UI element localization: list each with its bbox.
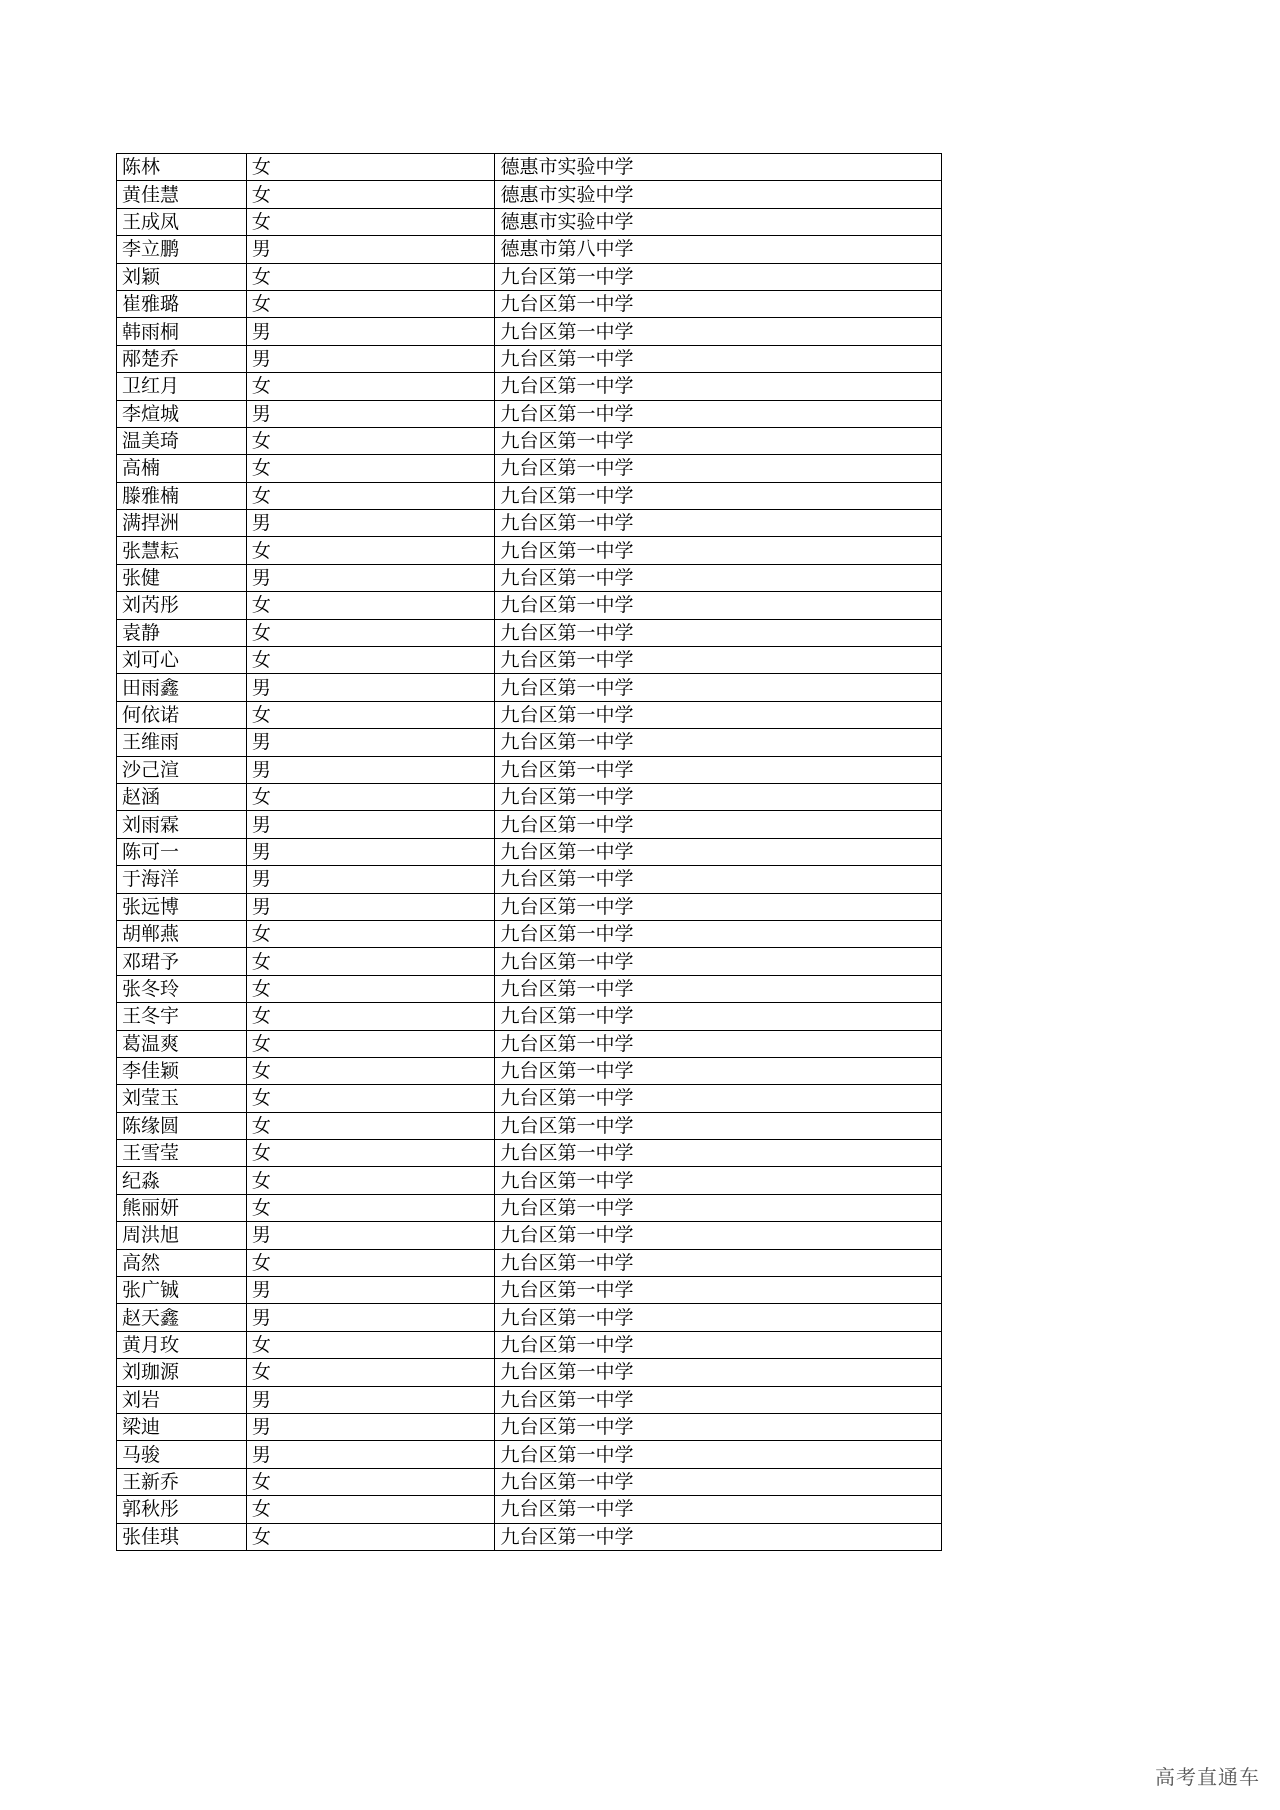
table-row [117, 811, 942, 838]
name-cell: 王维雨 [117, 729, 247, 756]
school-cell: 九台区第一中学 [495, 1413, 942, 1440]
table-row [117, 1140, 942, 1167]
gender-cell: 男 [246, 1277, 495, 1304]
name-cell: 张佳琪 [117, 1523, 247, 1550]
name-cell: 李佳颖 [117, 1057, 247, 1084]
name-cell: 刘颖 [117, 263, 247, 290]
name-cell: 刘可心 [117, 647, 247, 674]
gender-cell: 女 [246, 1057, 495, 1084]
school-cell: 九台区第一中学 [495, 455, 942, 482]
gender-cell: 女 [246, 290, 495, 317]
name-cell: 王成凤 [117, 208, 247, 235]
gender-cell: 女 [246, 1085, 495, 1112]
name-cell: 李煊城 [117, 400, 247, 427]
school-cell: 九台区第一中学 [495, 1112, 942, 1139]
table-row [117, 1003, 942, 1030]
gender-cell: 女 [246, 1140, 495, 1167]
table-row [117, 1468, 942, 1495]
table-row [117, 1222, 942, 1249]
table-row [117, 1304, 942, 1331]
school-cell: 九台区第一中学 [495, 1277, 942, 1304]
school-cell: 九台区第一中学 [495, 592, 942, 619]
name-cell: 于海洋 [117, 866, 247, 893]
table-row [117, 619, 942, 646]
gender-cell: 女 [246, 208, 495, 235]
school-cell: 九台区第一中学 [495, 318, 942, 345]
school-cell: 九台区第一中学 [495, 564, 942, 591]
name-cell: 黄月玫 [117, 1331, 247, 1358]
table-row [117, 263, 942, 290]
table-row [117, 647, 942, 674]
school-cell: 德惠市实验中学 [495, 181, 942, 208]
school-cell: 九台区第一中学 [495, 866, 942, 893]
table-row [117, 729, 942, 756]
school-cell: 九台区第一中学 [495, 647, 942, 674]
school-cell: 九台区第一中学 [495, 756, 942, 783]
school-cell: 九台区第一中学 [495, 1468, 942, 1495]
table-row [117, 400, 942, 427]
name-cell: 黄佳慧 [117, 181, 247, 208]
table-row [117, 154, 942, 181]
name-cell: 王冬宇 [117, 1003, 247, 1030]
table-row [117, 373, 942, 400]
name-cell: 刘莹玉 [117, 1085, 247, 1112]
name-cell: 高楠 [117, 455, 247, 482]
table-row [117, 1359, 942, 1386]
school-cell: 九台区第一中学 [495, 1441, 942, 1468]
school-cell: 德惠市第八中学 [495, 236, 942, 263]
name-cell: 刘岩 [117, 1386, 247, 1413]
gender-cell: 女 [246, 1167, 495, 1194]
watermark-text: 高考直通车 [1155, 1765, 1260, 1789]
gender-cell: 女 [246, 619, 495, 646]
gender-cell: 女 [246, 948, 495, 975]
table-row [117, 345, 942, 372]
gender-cell: 男 [246, 1222, 495, 1249]
gender-cell: 男 [246, 756, 495, 783]
name-cell: 刘雨霖 [117, 811, 247, 838]
table-row [117, 756, 942, 783]
table-row [117, 1194, 942, 1221]
table-row [117, 510, 942, 537]
gender-cell: 男 [246, 866, 495, 893]
gender-cell: 男 [246, 729, 495, 756]
school-cell: 九台区第一中学 [495, 1359, 942, 1386]
gender-cell: 女 [246, 1249, 495, 1276]
gender-cell: 女 [246, 1523, 495, 1550]
gender-cell: 男 [246, 510, 495, 537]
table-row [117, 236, 942, 263]
school-cell: 九台区第一中学 [495, 729, 942, 756]
name-cell: 何依诺 [117, 701, 247, 728]
gender-cell: 女 [246, 427, 495, 454]
school-cell: 九台区第一中学 [495, 619, 942, 646]
name-cell: 高然 [117, 1249, 247, 1276]
name-cell: 王新乔 [117, 1468, 247, 1495]
school-cell: 九台区第一中学 [495, 400, 942, 427]
name-cell: 胡郸燕 [117, 920, 247, 947]
student-table [116, 153, 942, 1551]
school-cell: 九台区第一中学 [495, 838, 942, 865]
table-row [117, 427, 942, 454]
name-cell: 陈林 [117, 154, 247, 181]
school-cell: 九台区第一中学 [495, 674, 942, 701]
school-cell: 九台区第一中学 [495, 1523, 942, 1550]
gender-cell: 男 [246, 236, 495, 263]
table-row [117, 1030, 942, 1057]
gender-cell: 男 [246, 674, 495, 701]
table-row [117, 208, 942, 235]
table-row [117, 866, 942, 893]
name-cell: 张慧耘 [117, 537, 247, 564]
name-cell: 陈可一 [117, 838, 247, 865]
gender-cell: 男 [246, 1386, 495, 1413]
school-cell: 九台区第一中学 [495, 1085, 942, 1112]
name-cell: 纪淼 [117, 1167, 247, 1194]
table-row [117, 1523, 942, 1550]
name-cell: 刘芮彤 [117, 592, 247, 619]
table-row [117, 1167, 942, 1194]
gender-cell: 女 [246, 154, 495, 181]
table-row [117, 783, 942, 810]
gender-cell: 男 [246, 893, 495, 920]
school-cell: 九台区第一中学 [495, 1222, 942, 1249]
gender-cell: 女 [246, 1496, 495, 1523]
gender-cell: 男 [246, 838, 495, 865]
gender-cell: 女 [246, 537, 495, 564]
table-row [117, 564, 942, 591]
gender-cell: 女 [246, 1194, 495, 1221]
table-row [117, 1441, 942, 1468]
gender-cell: 女 [246, 455, 495, 482]
school-cell: 九台区第一中学 [495, 920, 942, 947]
table-body [117, 154, 942, 1551]
name-cell: 田雨鑫 [117, 674, 247, 701]
gender-cell: 男 [246, 1441, 495, 1468]
school-cell: 九台区第一中学 [495, 1386, 942, 1413]
table-row [117, 181, 942, 208]
table-row [117, 1413, 942, 1440]
gender-cell: 女 [246, 647, 495, 674]
gender-cell: 男 [246, 318, 495, 345]
table-row [117, 838, 942, 865]
gender-cell: 女 [246, 975, 495, 1002]
school-cell: 九台区第一中学 [495, 701, 942, 728]
name-cell: 沙己渲 [117, 756, 247, 783]
gender-cell: 女 [246, 263, 495, 290]
name-cell: 袁静 [117, 619, 247, 646]
table-row [117, 948, 942, 975]
name-cell: 周洪旭 [117, 1222, 247, 1249]
name-cell: 刘珈源 [117, 1359, 247, 1386]
table-row [117, 1496, 942, 1523]
gender-cell: 女 [246, 1359, 495, 1386]
school-cell: 德惠市实验中学 [495, 154, 942, 181]
school-cell: 九台区第一中学 [495, 1003, 942, 1030]
name-cell: 卫红月 [117, 373, 247, 400]
school-cell: 九台区第一中学 [495, 1304, 942, 1331]
school-cell: 九台区第一中学 [495, 1030, 942, 1057]
school-cell: 九台区第一中学 [495, 975, 942, 1002]
gender-cell: 男 [246, 1413, 495, 1440]
school-cell: 九台区第一中学 [495, 373, 942, 400]
name-cell: 赵天鑫 [117, 1304, 247, 1331]
table-row [117, 482, 942, 509]
gender-cell: 女 [246, 1468, 495, 1495]
table-row [117, 290, 942, 317]
school-cell: 九台区第一中学 [495, 1167, 942, 1194]
table-row [117, 318, 942, 345]
gender-cell: 女 [246, 920, 495, 947]
name-cell: 邓珺予 [117, 948, 247, 975]
school-cell: 九台区第一中学 [495, 263, 942, 290]
table-row [117, 920, 942, 947]
school-cell: 九台区第一中学 [495, 893, 942, 920]
name-cell: 赵涵 [117, 783, 247, 810]
name-cell: 熊丽妍 [117, 1194, 247, 1221]
table-row [117, 592, 942, 619]
name-cell: 葛温爽 [117, 1030, 247, 1057]
gender-cell: 女 [246, 701, 495, 728]
table-row [117, 975, 942, 1002]
table-row [117, 455, 942, 482]
school-cell: 九台区第一中学 [495, 1496, 942, 1523]
table-row [117, 1331, 942, 1358]
gender-cell: 女 [246, 783, 495, 810]
name-cell: 温美琦 [117, 427, 247, 454]
school-cell: 德惠市实验中学 [495, 208, 942, 235]
table-row [117, 893, 942, 920]
table-row [117, 674, 942, 701]
name-cell: 张冬玲 [117, 975, 247, 1002]
gender-cell: 女 [246, 592, 495, 619]
name-cell: 张广铖 [117, 1277, 247, 1304]
name-cell: 王雪莹 [117, 1140, 247, 1167]
table-row [117, 1085, 942, 1112]
school-cell: 九台区第一中学 [495, 1331, 942, 1358]
school-cell: 九台区第一中学 [495, 811, 942, 838]
table-row [117, 1277, 942, 1304]
table-row [117, 701, 942, 728]
school-cell: 九台区第一中学 [495, 510, 942, 537]
gender-cell: 女 [246, 1331, 495, 1358]
gender-cell: 男 [246, 400, 495, 427]
gender-cell: 女 [246, 1003, 495, 1030]
gender-cell: 男 [246, 811, 495, 838]
school-cell: 九台区第一中学 [495, 1140, 942, 1167]
gender-cell: 男 [246, 564, 495, 591]
school-cell: 九台区第一中学 [495, 345, 942, 372]
school-cell: 九台区第一中学 [495, 1249, 942, 1276]
gender-cell: 男 [246, 1304, 495, 1331]
name-cell: 韩雨桐 [117, 318, 247, 345]
name-cell: 张远博 [117, 893, 247, 920]
gender-cell: 女 [246, 482, 495, 509]
name-cell: 崔雅璐 [117, 290, 247, 317]
name-cell: 邴楚乔 [117, 345, 247, 372]
school-cell: 九台区第一中学 [495, 290, 942, 317]
school-cell: 九台区第一中学 [495, 1194, 942, 1221]
name-cell: 梁迪 [117, 1413, 247, 1440]
name-cell: 李立鹏 [117, 236, 247, 263]
name-cell: 陈缘圆 [117, 1112, 247, 1139]
gender-cell: 女 [246, 1112, 495, 1139]
school-cell: 九台区第一中学 [495, 427, 942, 454]
name-cell: 张健 [117, 564, 247, 591]
school-cell: 九台区第一中学 [495, 537, 942, 564]
name-cell: 滕雅楠 [117, 482, 247, 509]
name-cell: 马骏 [117, 1441, 247, 1468]
school-cell: 九台区第一中学 [495, 948, 942, 975]
school-cell: 九台区第一中学 [495, 1057, 942, 1084]
table-row [117, 1057, 942, 1084]
gender-cell: 男 [246, 345, 495, 372]
name-cell: 满捍洲 [117, 510, 247, 537]
table-row [117, 1386, 942, 1413]
name-cell: 郭秋彤 [117, 1496, 247, 1523]
school-cell: 九台区第一中学 [495, 783, 942, 810]
table-row [117, 537, 942, 564]
table-row [117, 1112, 942, 1139]
gender-cell: 女 [246, 181, 495, 208]
table-row [117, 1249, 942, 1276]
gender-cell: 女 [246, 1030, 495, 1057]
gender-cell: 女 [246, 373, 495, 400]
school-cell: 九台区第一中学 [495, 482, 942, 509]
